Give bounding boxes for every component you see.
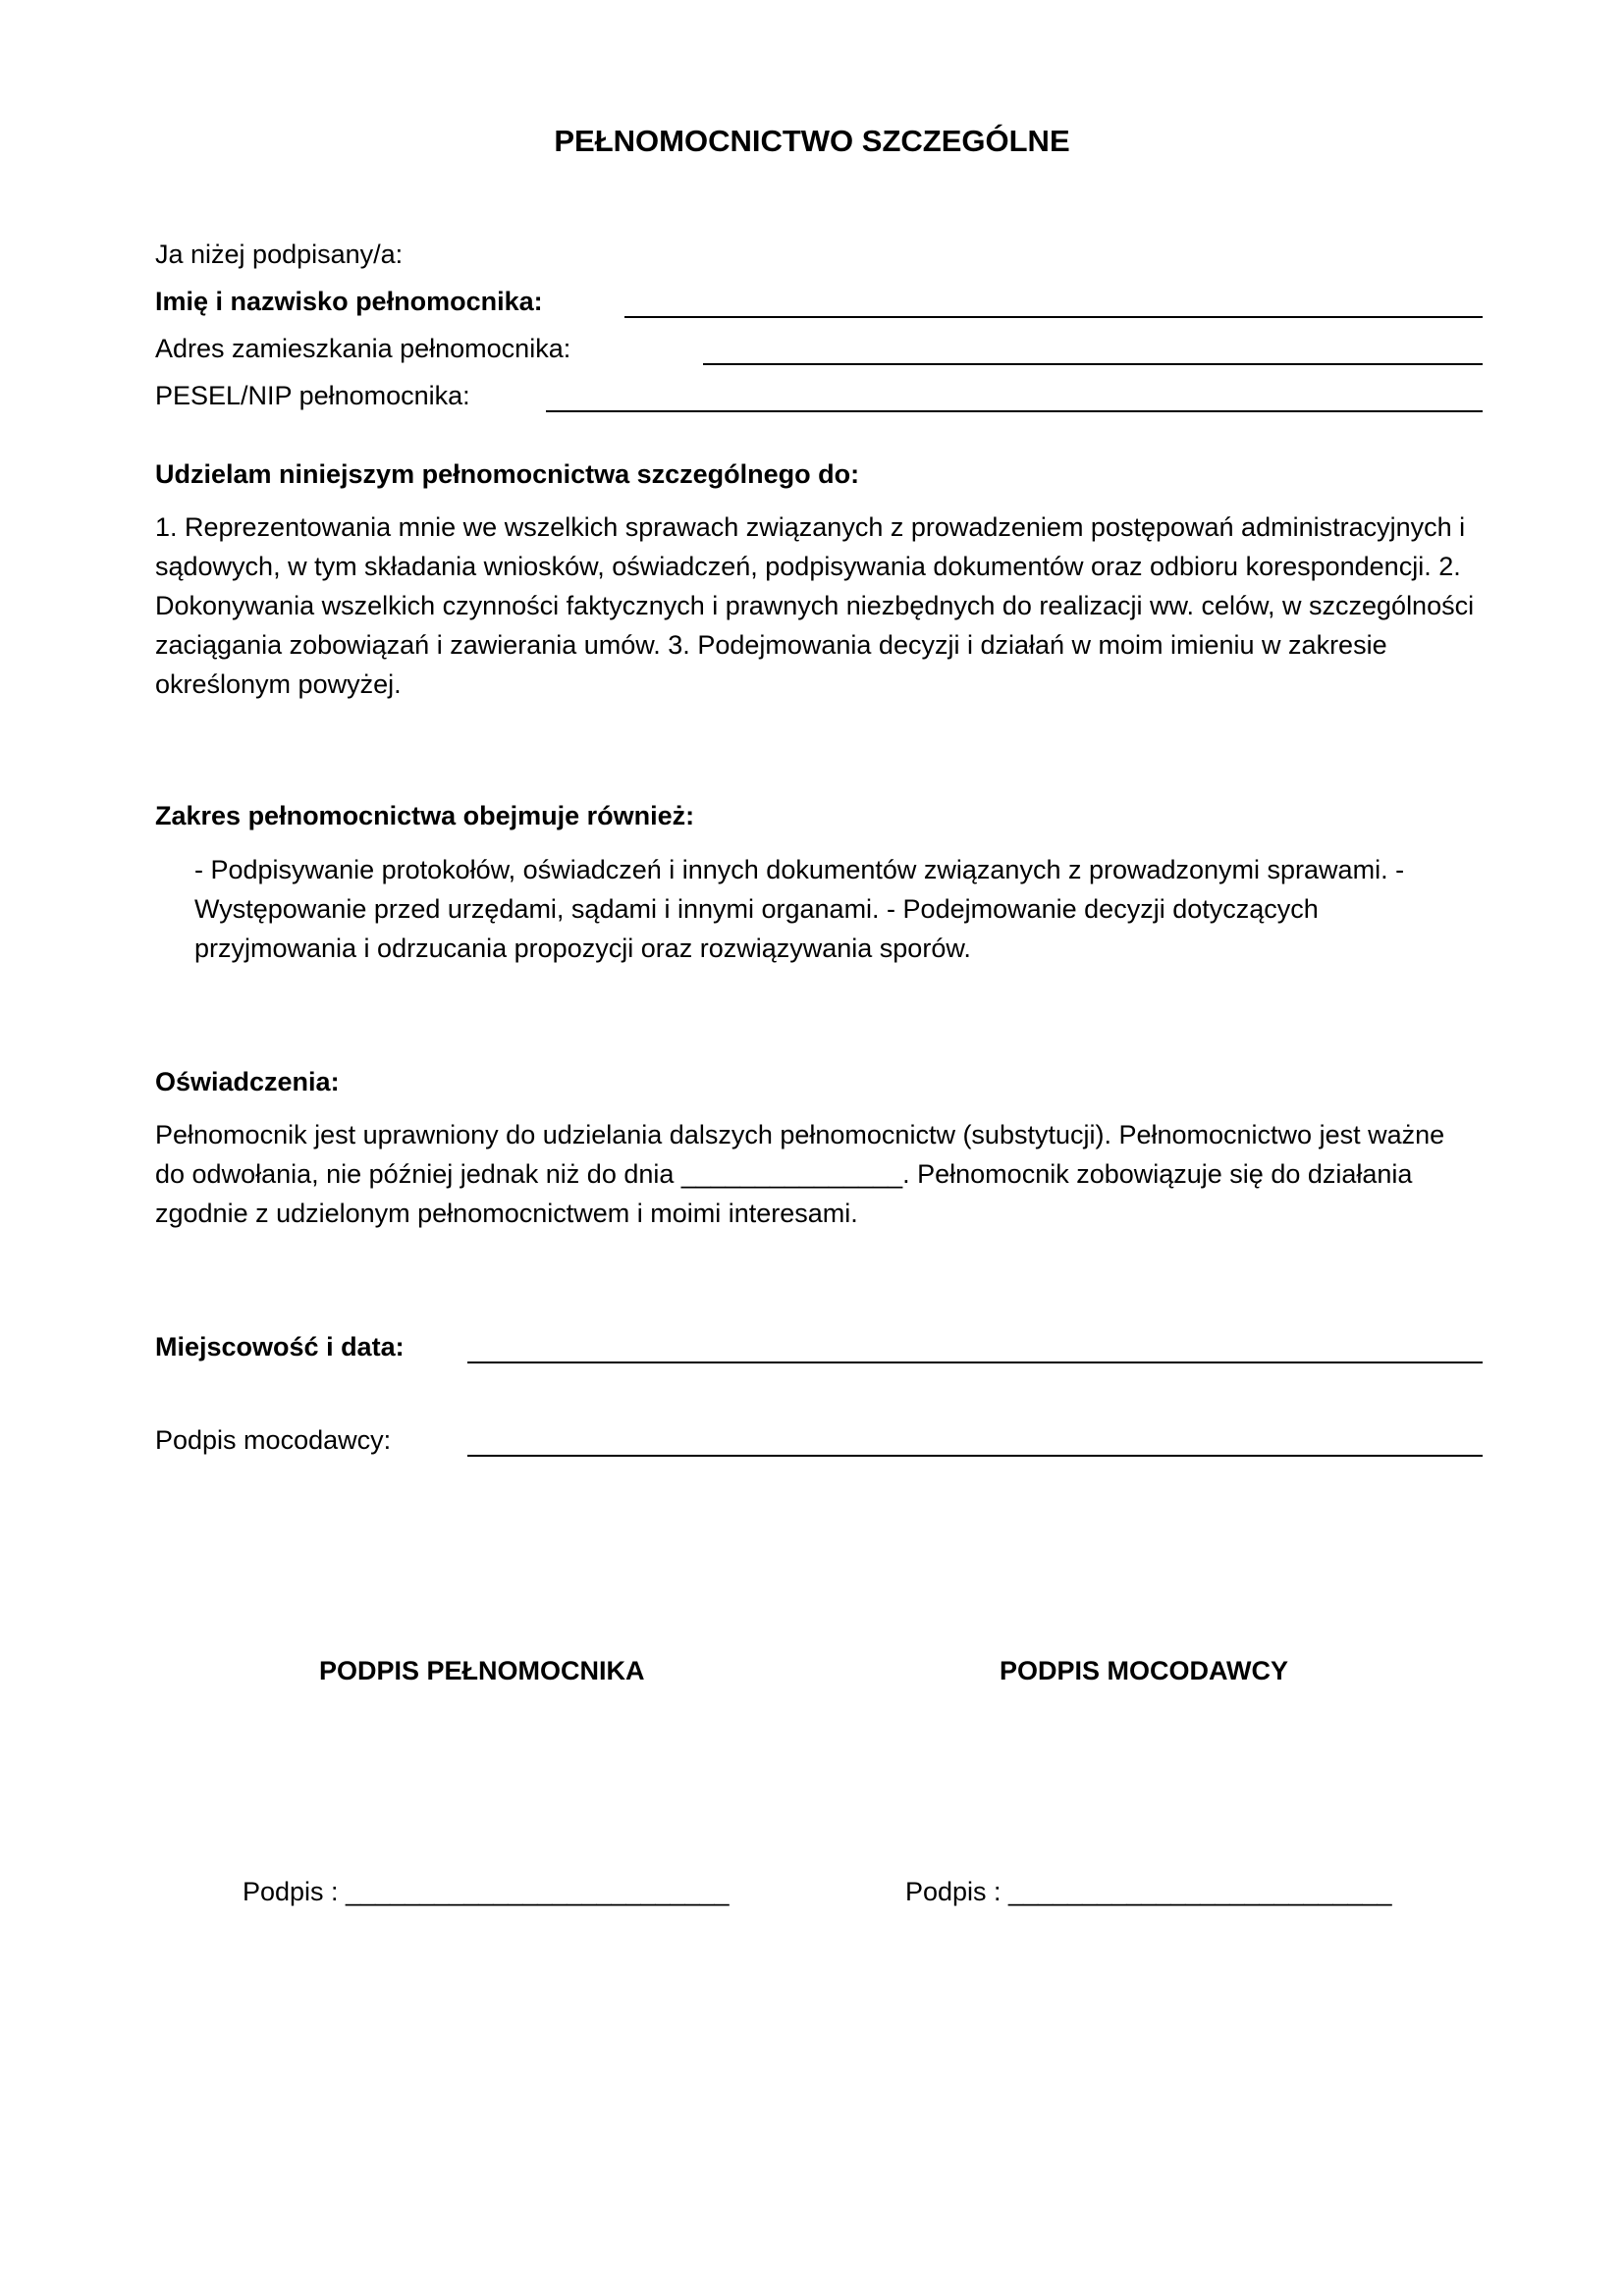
scope-text: - Podpisywanie protokołów, oświadczeń i innych dokumentów związanych z prowadzonymi sprawami. - Występowanie przed urzędami, sądami i innymi organami. - Podejmowanie decyzji dotyczących przyjmowania i odrzucania propozycji oraz rozwiązywania sporów. [194,855,1405,963]
name-underline [624,316,1483,318]
principal-signature-label: Podpis mocodawcy: [155,1425,392,1455]
statements-text: Pełnomocnik jest uprawniony do udzielania dalszych pełnomocnictw (substytucji). Pełnomocnictwo jest ważne do odwołania, nie później jednak niż do dnia _______________. Pełnomocnik zobowiązuje się do działania zgodnie z udzielonym pełnomocnictwem i moimi interesami. [155,1120,1445,1228]
principal-signature-line[interactable]: Podpis : __________________________ [905,1877,1392,1906]
agent-signature-line[interactable]: Podpis : __________________________ [243,1877,730,1906]
name-label: Imię i nazwisko pełnomocnika: [155,287,543,316]
place-date-underline [467,1362,1483,1363]
pesel-underline [546,410,1483,412]
principal-signature-heading: PODPIS MOCODAWCY [1000,1656,1289,1685]
address-label: Adres zamieszkania pełnomocnika: [155,334,571,363]
intro-text: Ja niżej podpisany/a: [155,240,404,269]
agent-signature-heading: PODPIS PEŁNOMOCNIKA [319,1656,645,1685]
grant-text: 1. Reprezentowania mnie we wszelkich sprawach związanych z prowadzeniem postępowań administracyjnych i sądowych, w tym składania wniosków, oświadczeń, podpisywania dokumentów oraz odbioru korespondencji. 2. Dokonywania wszelkich czynności faktycznych i prawnych niezbędnych do realizacji ww. celów, w szczególności zaciągania zobowiązań i zawierania umów. 3. Podejmowania decyzji i działań w moim imieniu w zakresie określonym powyżej. [155,512,1475,699]
document-title: PEŁNOMOCNICTWO SZCZEGÓLNE [554,124,1070,158]
pesel-label: PESEL/NIP pełnomocnika: [155,381,470,410]
place-date-label: Miejscowość i data: [155,1332,405,1362]
address-underline [703,363,1483,365]
grant-heading: Udzielam niniejszym pełnomocnictwa szczególnego do: [155,459,860,489]
principal-signature-underline [467,1455,1483,1457]
scope-heading: Zakres pełnomocnictwa obejmuje również: [155,801,695,830]
statements-heading: Oświadczenia: [155,1067,340,1096]
